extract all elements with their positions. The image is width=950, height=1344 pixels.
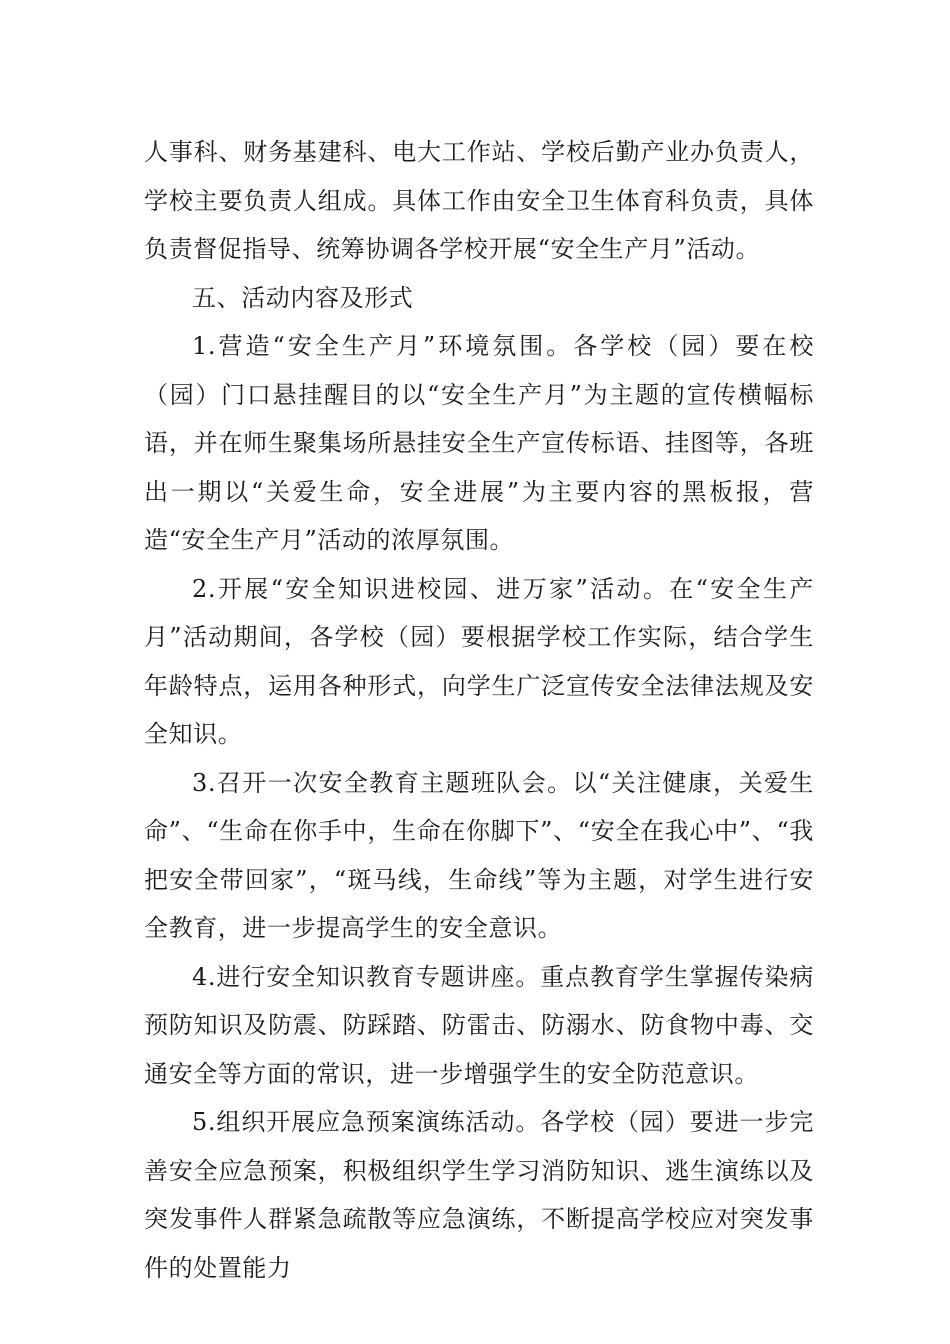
paragraph-item-2: 2.开展“安全知识进校园、进万家”活动。在“安全生产月”活动期间，各学校（园）要根据学校工作实际，结合学生年龄特点，运用各种形式，向学生广泛宣传安全法律法规及安全知识。 [144,574,814,748]
paragraph-committee-members: 人事科、财务基建科、电大工作站、学校后勤产业办负责人，学校主要负责人组成。具体工作由安全卫生体育科负责，具体负责督促指导、统筹协调各学校开展“安全生产月”活动。 [144,138,814,263]
section-heading-activities: 五、活动内容及形式 [192,283,414,312]
paragraph-item-3: 3.召开一次安全教育主题班队会。以“关注健康，关爱生命”、“生命在你手中，生命在你脚下”、“安全在我心中”、“我把安全带回家”，“斑马线，生命线”等为主题，对学生进行安全教育，进一步提高学生的安全意识。 [144,768,814,942]
paragraph-item-4: 4.进行安全知识教育专题讲座。重点教育学生掌握传染病预防知识及防震、防踩踏、防雷击、防溺水、防食物中毒、交通安全等方面的常识，进一步增强学生的安全防范意识。 [144,962,814,1088]
paragraph-item-1: 1.营造“安全生产月”环境氛围。各学校（园）要在校（园）门口悬挂醒目的以“安全生产月”为主题的宣传横幅标语，并在师生聚集场所悬挂安全生产宣传标语、挂图等，各班出一期以“关爱生命，安全进展”为主要内容的黑板报，营造“安全生产月”活动的浓厚氛围。 [144,332,814,554]
document-body [144,128,814,1292]
paragraph-item-5: 5.组织开展应急预案演练活动。各学校（园）要进一步完善安全应急预案，积极组织学生学习消防知识、逃生演练以及突发事件人群紧急疏散等应急演练，不断提高学校应对突发事件的处置能力 [144,1108,814,1282]
